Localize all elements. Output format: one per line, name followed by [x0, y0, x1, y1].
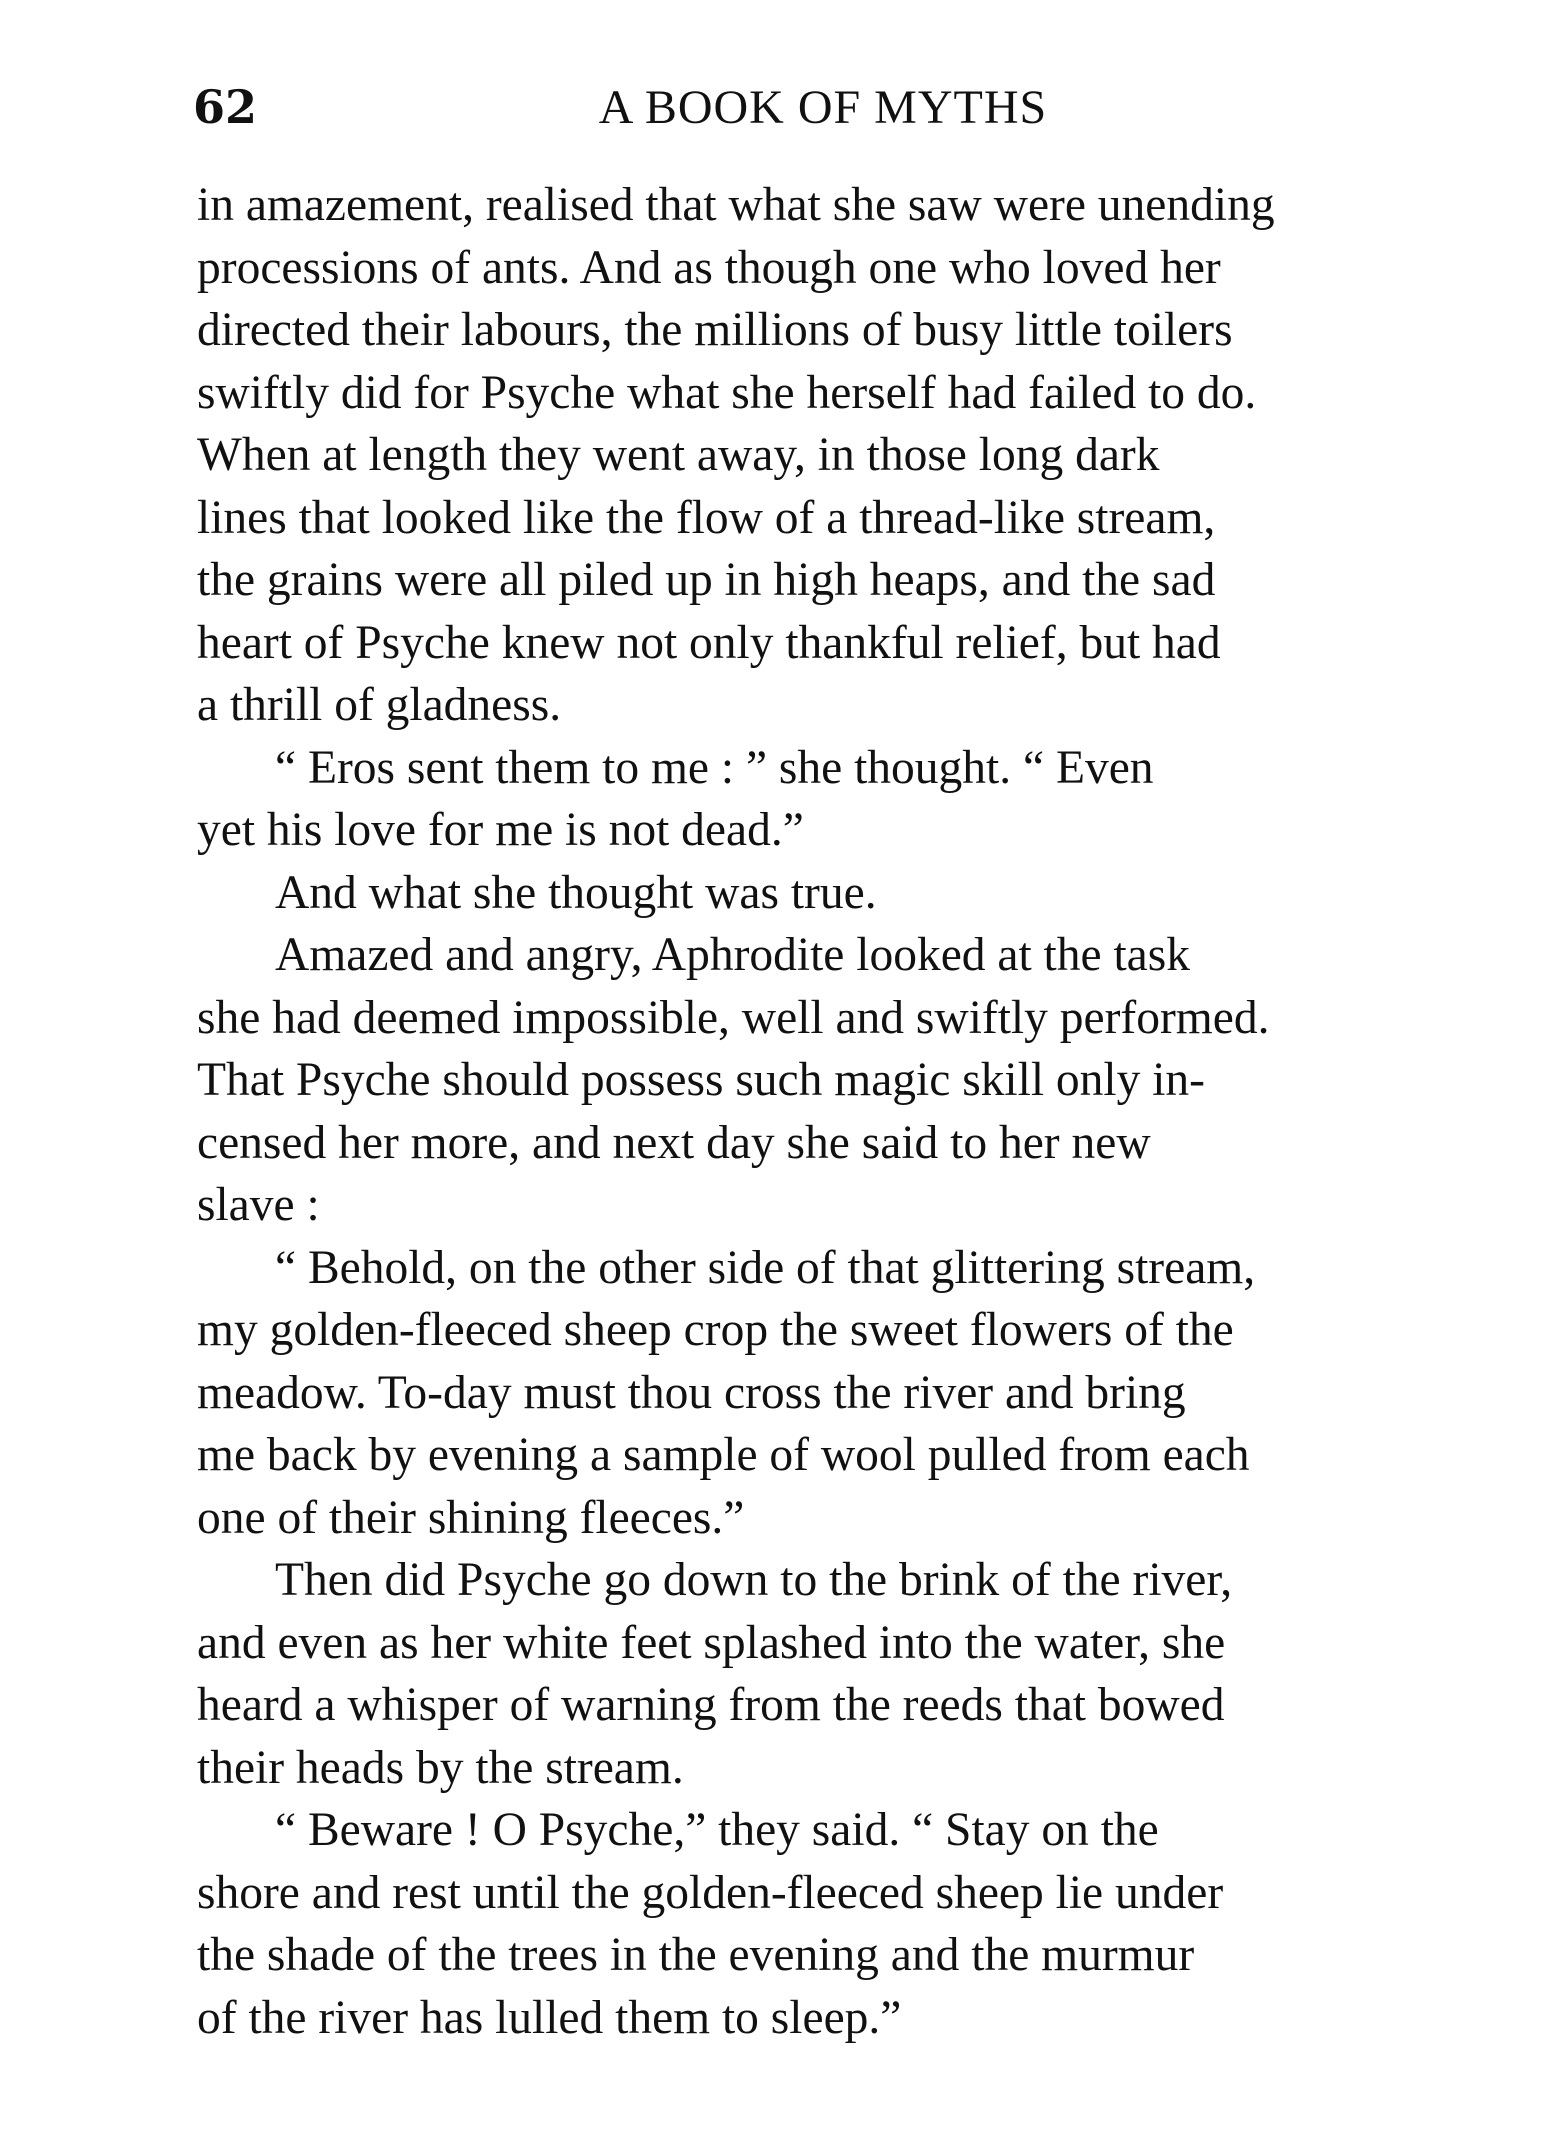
text-line: the shade of the trees in the evening and the murmur [197, 1929, 1195, 1981]
text-line: meadow. To-day must thou cross the river and bring [197, 1366, 1186, 1419]
text-line: and even as her white feet splashed into the water, she [197, 1616, 1226, 1669]
text-line: “ Beware ! O Psyche,” they said. “ Stay on the [275, 1804, 1159, 1856]
text-line: of the river has lulled them to sleep.” [197, 1991, 902, 2044]
text-line: “ Eros sent them to me : ” she thought. “ Even [275, 741, 1154, 794]
text-line: directed their labours, the millions of busy little toilers [197, 304, 1233, 356]
text-line: yet his love for me is not dead.” [197, 804, 804, 856]
text-line: me back by evening a sample of wool pulled from each [197, 1429, 1250, 1481]
text-line: slave : [197, 1179, 320, 1231]
text-line: heart of Psyche knew not only thankful relief, but had [197, 616, 1221, 669]
text-line: my golden-fleeced sheep crop the sweet flowers of the [197, 1304, 1234, 1356]
text-line: censed her more, and next day she said to her new [197, 1116, 1151, 1169]
text-line: “ Behold, on the other side of that glittering stream, [275, 1241, 1256, 1294]
text-line: swiftly did for Psyche what she herself had failed to do. [197, 366, 1257, 419]
book-title: A BOOK OF MYTHS [598, 81, 1048, 134]
text-line: in amazement, realised that what she saw were unending [197, 179, 1275, 231]
text-line: lines that looked like the flow of a thread-like stream, [197, 491, 1216, 544]
text-line: Then did Psyche go down to the brink of the river, [275, 1554, 1233, 1606]
text-line: Amazed and angry, Aphrodite looked at the task [275, 929, 1190, 981]
text-line: When at length they went away, in those long dark [197, 429, 1160, 481]
text-line: a thrill of gladness. [197, 679, 562, 731]
text-line: processions of ants. And as though one who loved her [197, 241, 1221, 294]
text-line: one of their shining fleeces.” [197, 1491, 745, 1544]
text-line: she had deemed impossible, well and swiftly performed. [197, 991, 1270, 1044]
text-line: That Psyche should possess such magic skill only in- [197, 1054, 1205, 1106]
text-line: And what she thought was true. [275, 866, 877, 919]
page-number: 62 [193, 80, 258, 134]
text-line: the grains were all piled up in high heaps, and the sad [197, 554, 1216, 606]
body-text [197, 174, 1447, 2049]
text-line: heard a whisper of warning from the reeds that bowed [197, 1679, 1225, 1731]
running-head [193, 80, 1453, 150]
text-line: shore and rest until the golden-fleeced sheep lie under [197, 1866, 1224, 1919]
text-line: their heads by the stream. [197, 1741, 684, 1794]
